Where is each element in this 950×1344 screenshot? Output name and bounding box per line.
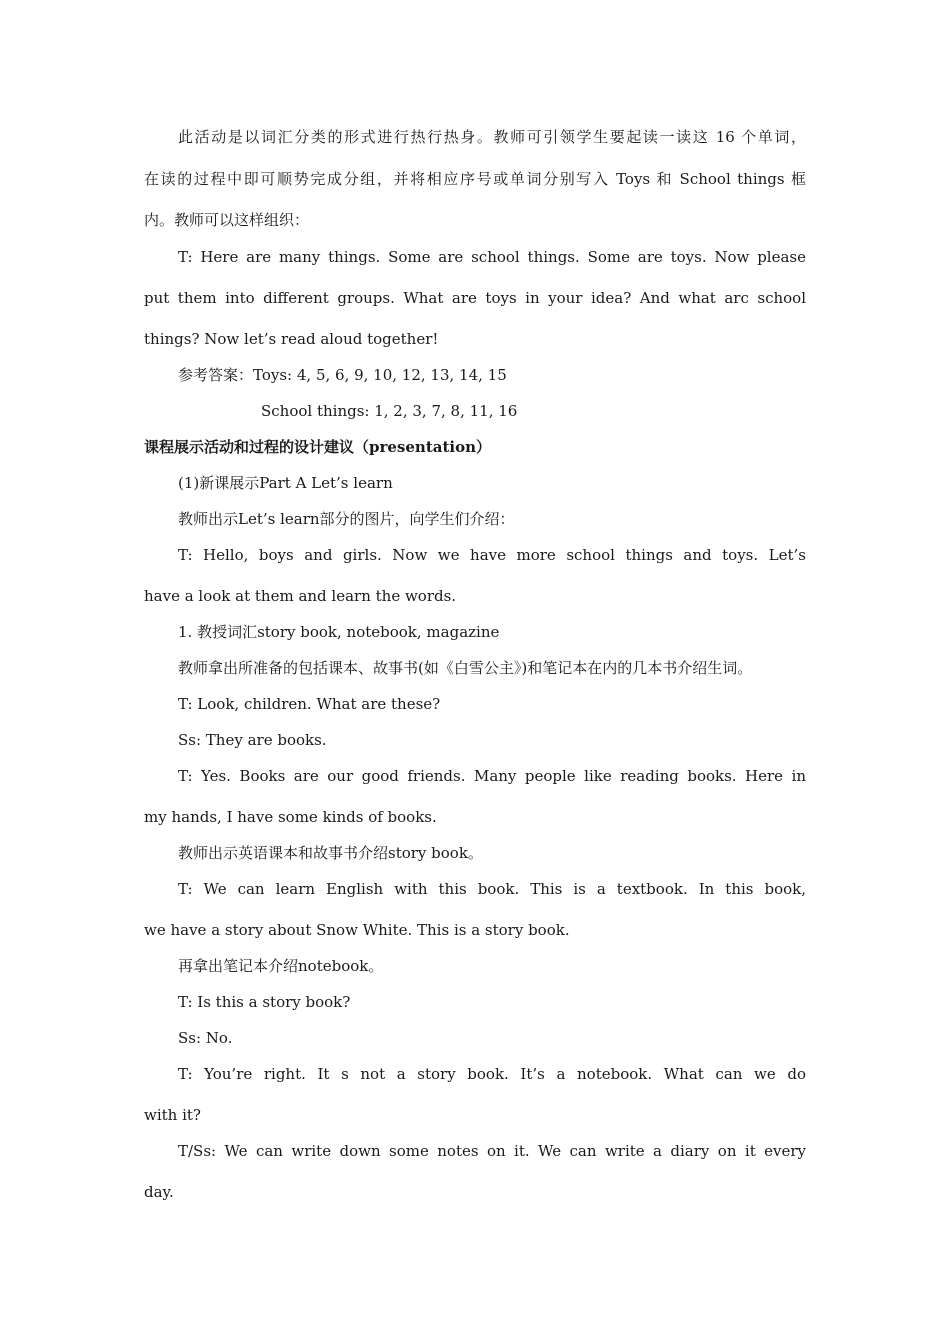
- students-line-2: Ss: No.: [178, 1029, 233, 1047]
- part-title: (1)新课展示Part A Let’s learn: [178, 474, 393, 492]
- teacher-line-3: T: Look, children. What are these?: [178, 695, 441, 713]
- students-line-1: Ss: They are books.: [178, 731, 327, 749]
- story-book-intro: 教师出示英语课本和故事书介绍story book。: [178, 844, 483, 862]
- intro-line-2: 在读的过程中即可顺势完成分组，并将相应序号或单词分别写入 Toys 和 School things 框: [144, 170, 806, 188]
- notebook-intro: 再拿出笔记本介绍notebook。: [178, 957, 384, 975]
- teacher-line-5a: T: We can learn English with this book. This is a textbook. In this book,: [178, 880, 806, 898]
- intro-picture: 教师出示Let’s learn部分的图片，向学生们介绍：: [178, 510, 515, 528]
- answer-toys: 参考答案：Toys: 4, 5, 6, 9, 10, 12, 13, 14, 15: [178, 366, 507, 384]
- teacher-students-line-8a: T/Ss: We can write down some notes on it. We can write a diary on it every: [178, 1142, 806, 1160]
- teacher-line-1c: things? Now let’s read aloud together!: [144, 330, 439, 348]
- teacher-line-2a: T: Hello, boys and girls. Now we have more school things and toys. Let’s: [178, 546, 806, 564]
- teacher-line-4b: my hands, I have some kinds of books.: [144, 808, 437, 826]
- teacher-line-1b: put them into different groups. What are toys in your idea? And what arc school: [144, 289, 806, 307]
- teacher-line-5b: we have a story about Snow White. This is a story book.: [144, 921, 570, 939]
- teacher-line-6: T: Is this a story book?: [178, 993, 351, 1011]
- teacher-line-1a: T: Here are many things. Some are school things. Some are toys. Now please: [178, 248, 806, 266]
- intro-line-3: 内。教师可以这样组织：: [144, 211, 310, 229]
- books-intro: 教师拿出所准备的包括课本、故事书(如《白雪公主》)和笔记本在内的几本书介绍生词。: [178, 659, 753, 677]
- teacher-line-7a: T: You’re right. It s not a story book. It’s a notebook. What can we do: [178, 1065, 806, 1083]
- teacher-students-line-8b: day.: [144, 1183, 174, 1201]
- teacher-line-7b: with it?: [144, 1106, 201, 1124]
- answer-school-things: School things: 1, 2, 3, 7, 8, 11, 16: [261, 402, 518, 420]
- teacher-line-4a: T: Yes. Books are our good friends. Many people like reading books. Here in: [178, 767, 806, 785]
- vocab-title: 1. 教授词汇story book, notebook, magazine: [178, 623, 500, 641]
- intro-line-1: 此活动是以词汇分类的形式进行热行热身。教师可引领学生要起读一读这 16 个单词，: [178, 128, 806, 146]
- section-heading: 课程展示活动和过程的设计建议（presentation）: [144, 438, 492, 456]
- teacher-line-2b: have a look at them and learn the words.: [144, 587, 457, 605]
